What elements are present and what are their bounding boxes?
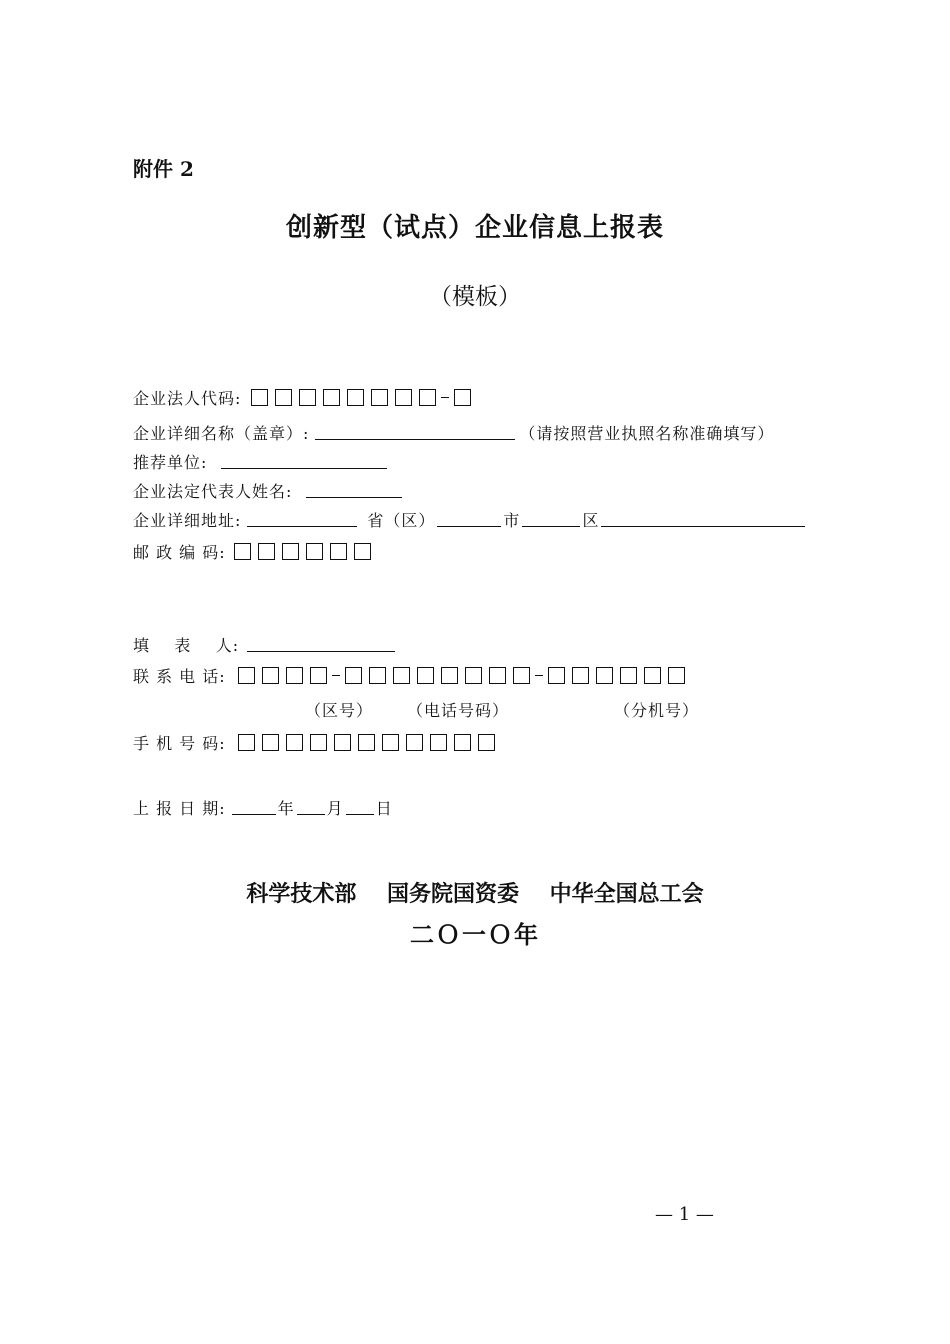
legal-rep-field[interactable] xyxy=(306,483,402,498)
form-title: 创新型（试点）企业信息上报表 xyxy=(285,213,664,243)
report-date-label: 上 报 日 期: xyxy=(133,799,226,818)
extension-hint: （分机号） xyxy=(614,701,700,720)
issue-year: 二Ｏ一Ｏ年 xyxy=(410,921,540,949)
province-field[interactable] xyxy=(437,512,501,527)
legal-code-row xyxy=(133,386,478,409)
month-field[interactable] xyxy=(297,800,325,815)
legal-code-boxes[interactable] xyxy=(251,389,478,406)
year-field[interactable] xyxy=(232,800,276,815)
mobile-row xyxy=(133,731,502,754)
company-name-field[interactable] xyxy=(315,425,515,440)
form-subtitle: （模板） xyxy=(429,284,521,310)
district-field[interactable] xyxy=(601,512,805,527)
legal-code-label: 企业法人代码: xyxy=(133,389,242,408)
page-number: — 1 — xyxy=(655,1204,714,1225)
day-unit: 日 xyxy=(375,799,393,818)
phone-boxes[interactable] xyxy=(238,667,692,684)
phone-row xyxy=(133,664,692,687)
year-unit: 年 xyxy=(277,799,295,818)
legal-rep-row xyxy=(133,479,402,502)
recommender-field[interactable] xyxy=(221,454,387,469)
address-row xyxy=(133,508,805,531)
filler-label: 填 表 人: xyxy=(133,636,240,655)
mobile-label: 手 机 号 码: xyxy=(133,734,226,753)
filler-row xyxy=(133,633,395,656)
city-field[interactable] xyxy=(522,512,580,527)
report-date-row xyxy=(133,796,393,819)
recommender-row xyxy=(133,450,387,473)
phone-label: 联 系 电 话: xyxy=(133,667,226,686)
company-name-note: （请按照营业执照名称准确填写） xyxy=(519,424,775,443)
legal-rep-label: 企业法定代表人姓名: xyxy=(133,482,293,501)
day-field[interactable] xyxy=(346,800,374,815)
month-unit: 月 xyxy=(326,799,344,818)
address-street-field[interactable] xyxy=(247,512,357,527)
phone-number-hint: （电话号码） xyxy=(407,701,510,720)
issuing-organizations: 科学技术部 国务院国资委 中华全国总工会 xyxy=(246,882,704,907)
province-label: 省（区） xyxy=(367,511,436,530)
district-label: 区 xyxy=(582,511,600,530)
postal-code-row xyxy=(133,540,378,563)
postal-code-boxes[interactable] xyxy=(234,543,378,560)
city-label: 市 xyxy=(503,511,521,530)
address-label: 企业详细地址: xyxy=(133,511,242,530)
attachment-label: 附件 2 xyxy=(133,157,194,181)
mobile-boxes[interactable] xyxy=(238,734,502,751)
filler-field[interactable] xyxy=(247,637,395,652)
company-name-label: 企业详细名称（盖章）: xyxy=(133,424,310,443)
area-code-hint: （区号） xyxy=(305,701,374,720)
recommender-label: 推荐单位: xyxy=(133,453,208,472)
company-name-row xyxy=(133,421,774,444)
postal-code-label: 邮 政 编 码: xyxy=(133,543,226,562)
